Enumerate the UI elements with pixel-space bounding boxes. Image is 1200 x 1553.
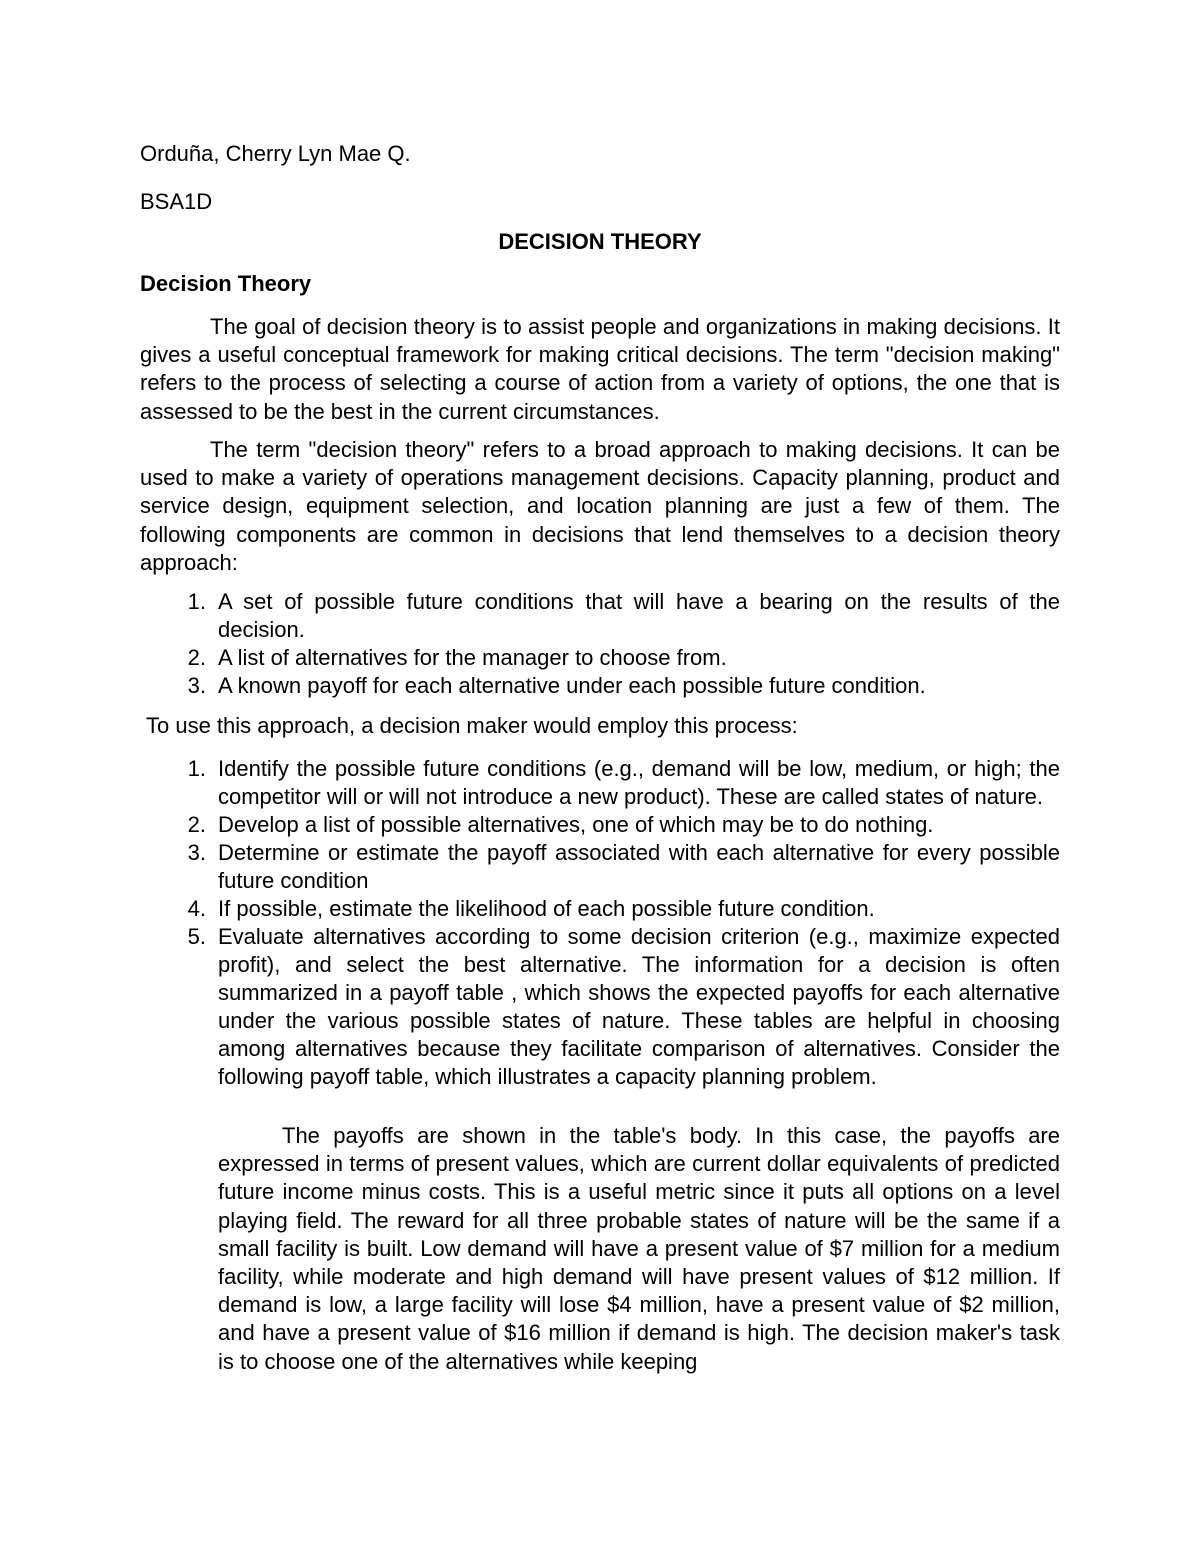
list-item [176, 895, 1060, 923]
list-item-text: If possible, estimate the likelihood of each possible future condition. [218, 896, 875, 921]
list-item-text: A set of possible future conditions that will have a bearing on the results of the decision. [218, 589, 1060, 642]
process-intro: To use this approach, a decision maker would employ this process: [146, 713, 798, 738]
list-item-text: Identify the possible future conditions (e.g., demand will be low, medium, or high; the competitor will or will not introduce a new product). These are called states of nature. [218, 756, 1060, 809]
list-number: 5. [187, 924, 206, 949]
author-name: Orduña, Cherry Lyn Mae Q. [140, 141, 411, 166]
list-number: 3. [187, 673, 206, 698]
section-heading: Decision Theory [140, 271, 312, 296]
list-item-text: Determine or estimate the payoff associated with each alternative for every possible future condition [218, 840, 1060, 893]
list-item-text: Evaluate alternatives according to some decision criterion (e.g., maximize expected profit), and select the best alternative. The information for a decision is often summarized in a payoff table , which shows the expected payoffs for each alternative under the various possible states of nature. These tables are helpful in choosing among alternatives because they facilitate comparison of alternatives. Consider the following payoff table, which illustrates a capacity planning problem. [218, 924, 1060, 1089]
list-item [176, 644, 1060, 672]
components-list [176, 588, 1060, 700]
list-item [176, 672, 1060, 700]
list-number: 4. [187, 896, 206, 921]
paragraph-payoffs: The payoffs are shown in the table's body. In this case, the payoffs are expressed in terms of present values, which are current dollar equivalents of predicted future income minus costs. This is a useful metric since it puts all options on a level playing field. The reward for all three probable states of nature will be the same if a small facility is built. Low demand will have a present value of $7 million for a medium facility, while moderate and high demand will have present values of $12 million. If demand is low, a large facility will lose $4 million, have a present value of $2 million, and have a present value of $16 million if demand is high. The decision maker's task is to choose one of the alternatives while keeping [218, 1123, 1060, 1374]
document-title: DECISION THEORY [498, 229, 702, 254]
list-item-text: Develop a list of possible alternatives, one of which may be to do nothing. [218, 812, 934, 837]
list-number: 1. [187, 756, 206, 781]
process-list [176, 755, 1060, 1091]
list-number: 3. [187, 840, 206, 865]
list-item [176, 811, 1060, 839]
list-number: 1. [187, 589, 206, 614]
paragraph-decision-theory: The term "decision theory" refers to a broad approach to making decisions. It can be used to make a variety of operations management decisions. Capacity planning, product and service design, equipment selection, and location planning are just a few of them. The following components are common in decisions that lend themselves to a decision theory approach: [140, 437, 1060, 575]
list-item-text: A known payoff for each alternative under each possible future condition. [218, 673, 926, 698]
list-number: 2. [187, 812, 206, 837]
paragraph-goal: The goal of decision theory is to assist people and organizations in making decisions. It gives a useful conceptual framework for making critical decisions. The term "decision making" refers to the process of selecting a course of action from a variety of options, the one that is assessed to be the best in the current circumstances. [140, 314, 1060, 424]
list-number: 2. [187, 645, 206, 670]
list-item [176, 839, 1060, 895]
list-item-text: A list of alternatives for the manager to choose from. [218, 645, 727, 670]
class-section: BSA1D [140, 189, 213, 214]
list-item [176, 755, 1060, 811]
list-item [176, 588, 1060, 644]
list-item [176, 923, 1060, 1091]
